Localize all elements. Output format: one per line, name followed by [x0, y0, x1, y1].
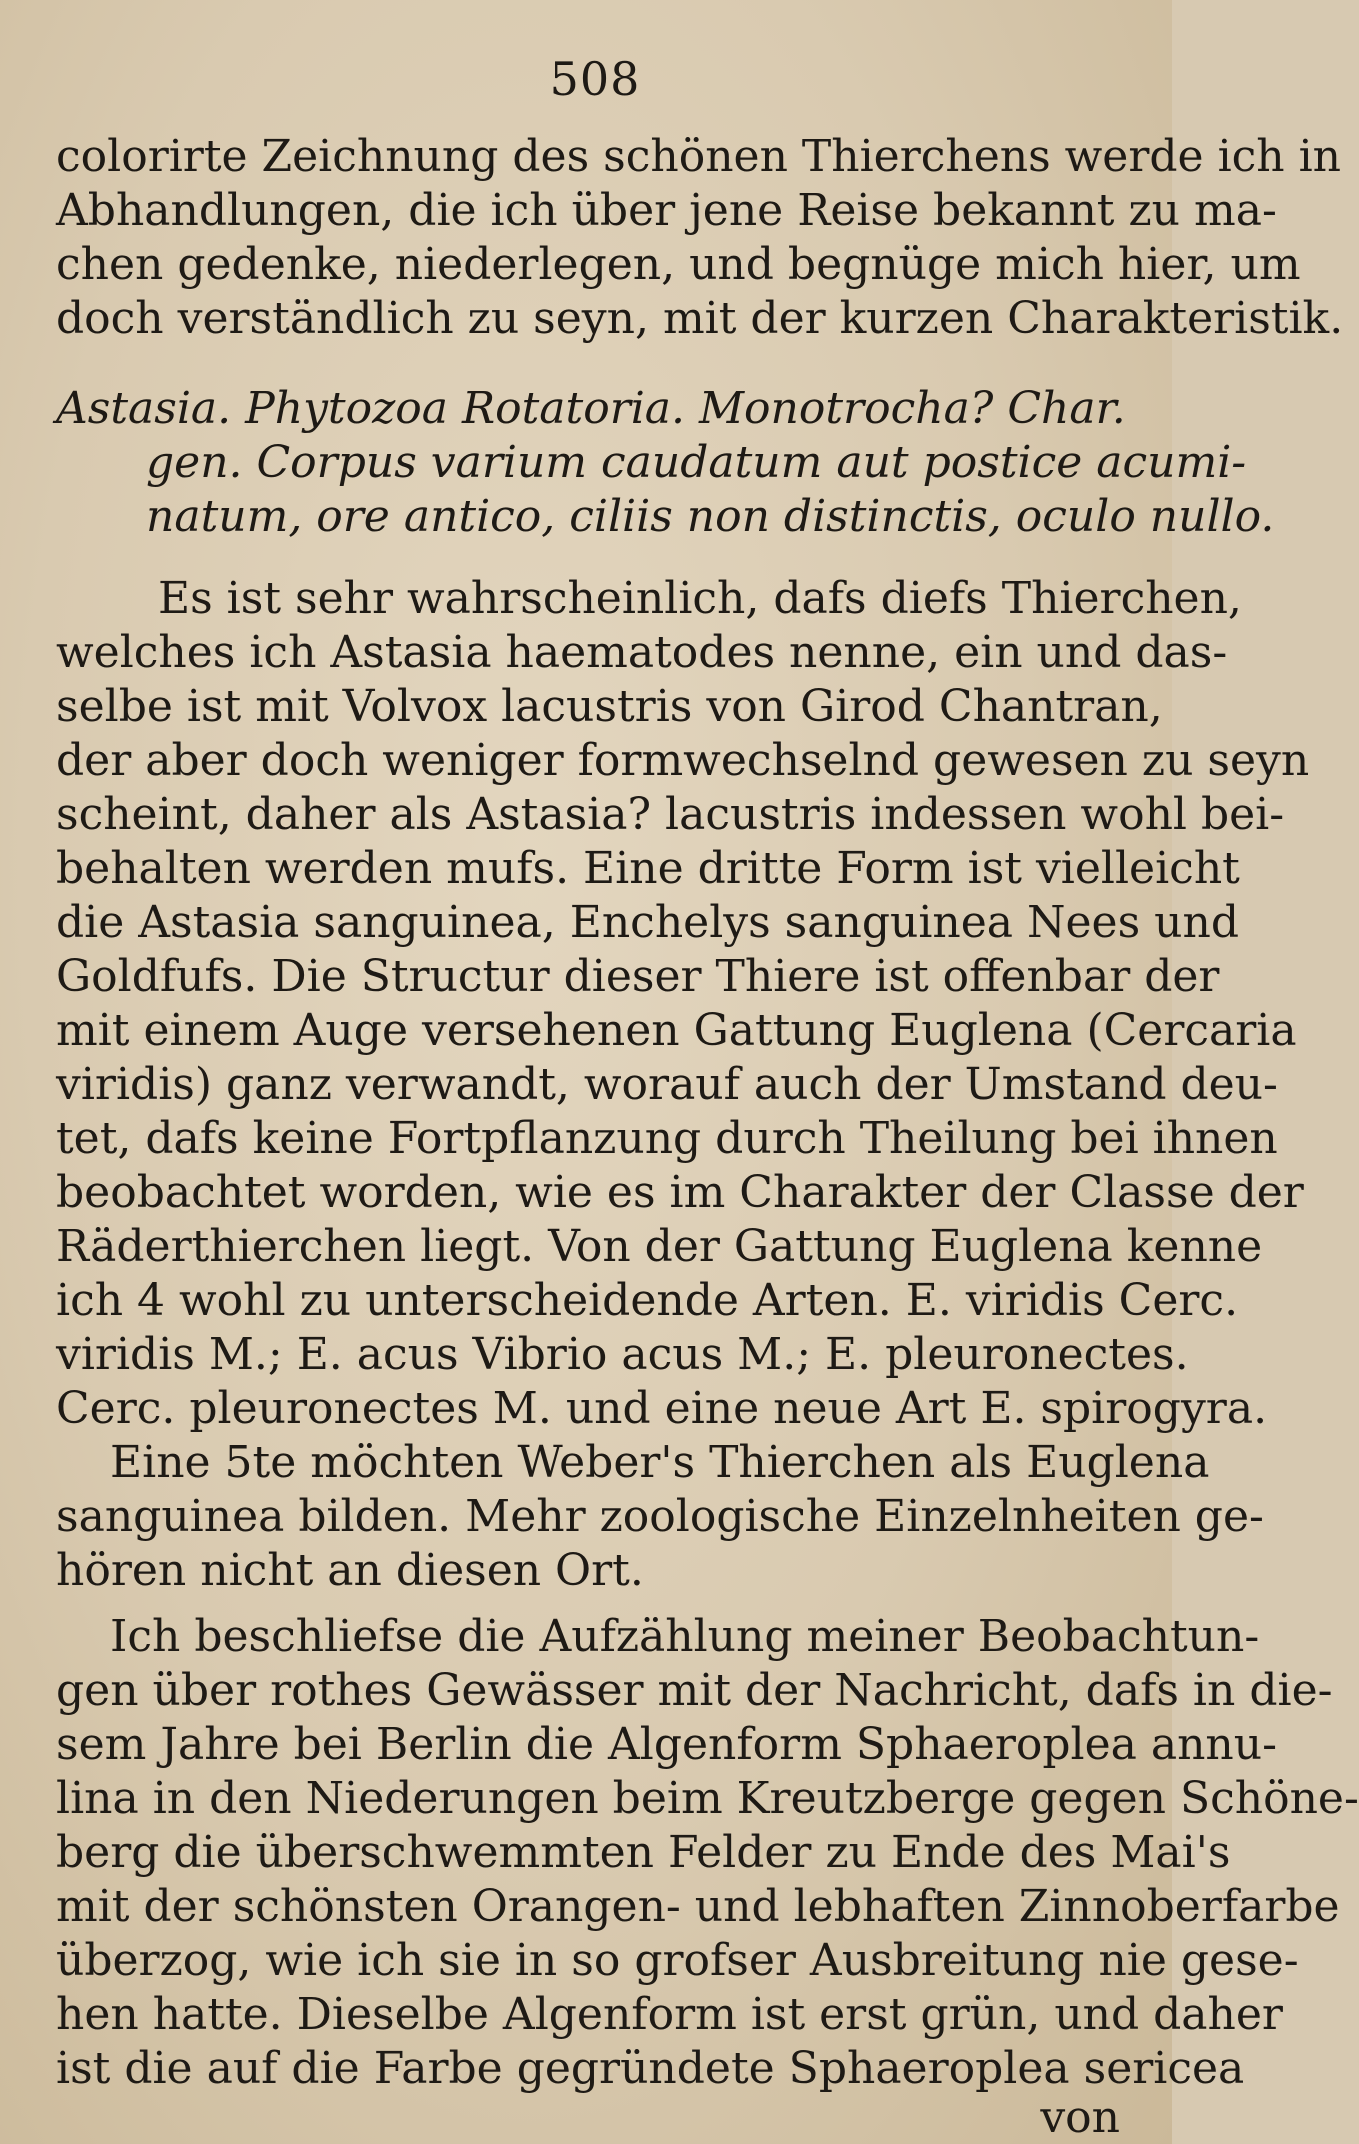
text-line: viridis M.; E. acus Vibrio acus M.; E. pleuronectes.	[56, 1329, 1189, 1380]
page-number: 508	[549, 52, 641, 106]
text-line: behalten werden mufs. Eine dritte Form ist vielleicht	[56, 843, 1240, 894]
genus-heading: Astasia. Phytozoa Rotatoria. Monotrocha? Char.	[56, 383, 1126, 434]
text-line: Cerc. pleuronectes M. und eine neue Art E. spirogyra.	[56, 1383, 1268, 1434]
text-line: gen. Corpus varium caudatum aut postice acumi-	[146, 437, 1247, 488]
text-line: berg die überschwemmten Felder zu Ende des Mai's	[56, 1827, 1231, 1878]
text-line: mit einem Auge versehenen Gattung Euglena (Cercaria	[56, 1005, 1297, 1056]
text-line: Räderthierchen liegt. Von der Gattung Euglena kenne	[56, 1221, 1263, 1272]
text-line: beobachtet worden, wie es im Charakter der Classe der	[56, 1167, 1304, 1218]
text-line: sanguinea bilden. Mehr zoologische Einzelnheiten ge-	[56, 1491, 1264, 1542]
text-line: Abhandlungen, die ich über jene Reise bekannt zu ma-	[56, 185, 1277, 236]
text-line: hen hatte. Dieselbe Algenform ist erst grün, und daher	[56, 1989, 1283, 2040]
text-line: ich 4 wohl zu unterscheidende Arten. E. viridis Cerc.	[56, 1275, 1239, 1326]
paragraph-start: Es ist sehr wahrscheinlich, dafs diefs Thierchen,	[158, 573, 1242, 624]
text-line: scheint, daher als Astasia? lacustris indessen wohl bei-	[56, 789, 1285, 840]
text-line: mit der schönsten Orangen- und lebhaften Zinnoberfarbe	[56, 1881, 1340, 1932]
text-line: natum, ore antico, ciliis non distinctis, oculo nullo.	[146, 491, 1275, 542]
catchword: von	[1040, 2092, 1120, 2143]
text-line: der aber doch weniger formwechselnd gewesen zu seyn	[56, 735, 1310, 786]
text-line: colorirte Zeichnung des schönen Thierchens werde ich in	[56, 131, 1342, 182]
paragraph-start: Ich beschliefse die Aufzählung meiner Beobachtun-	[110, 1611, 1260, 1662]
text-line: hören nicht an diesen Ort.	[56, 1545, 644, 1596]
paragraph-start: Eine 5te möchten Weber's Thierchen als Euglena	[110, 1437, 1210, 1488]
text-line: lina in den Niederungen beim Kreutzberge gegen Schöne-	[56, 1773, 1359, 1824]
text-line: chen gedenke, niederlegen, und begnüge mich hier, um	[56, 239, 1301, 290]
text-line: überzog, wie ich sie in so grofser Ausbreitung nie gese-	[56, 1935, 1299, 1986]
text-line: doch verständlich zu seyn, mit der kurzen Charakteristik.	[56, 293, 1344, 344]
text-line: sem Jahre bei Berlin die Algenform Sphaeroplea annu-	[56, 1719, 1277, 1770]
text-line: welches ich Astasia haematodes nenne, ein und das-	[56, 627, 1228, 678]
text-line: viridis) ganz verwandt, worauf auch der Umstand deu-	[56, 1059, 1278, 1110]
text-line: tet, dafs keine Fortpflanzung durch Theilung bei ihnen	[56, 1113, 1278, 1164]
text-line: gen über rothes Gewässer mit der Nachricht, dafs in die-	[56, 1665, 1333, 1716]
text-line: Goldfufs. Die Structur dieser Thiere ist offenbar der	[56, 951, 1220, 1002]
text-line: die Astasia sanguinea, Enchelys sanguinea Nees und	[56, 897, 1239, 948]
text-line: selbe ist mit Volvox lacustris von Girod Chantran,	[56, 681, 1163, 732]
text-line: ist die auf die Farbe gegründete Sphaeroplea sericea	[56, 2043, 1245, 2094]
